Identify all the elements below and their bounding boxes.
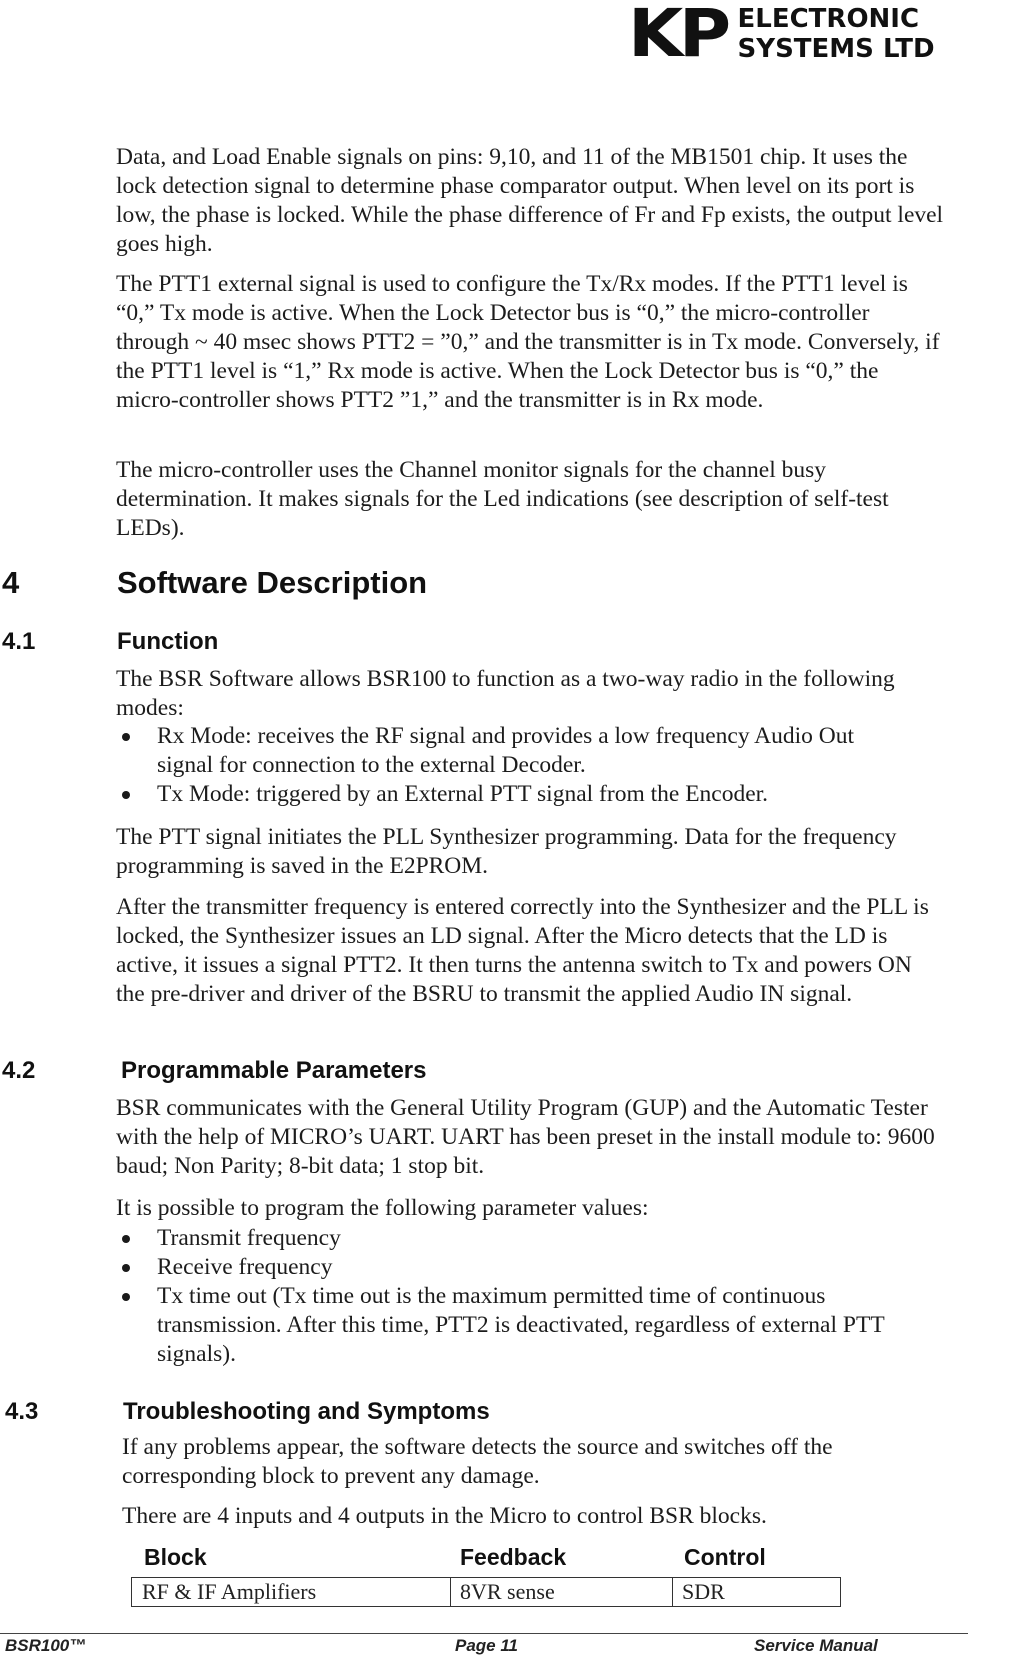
bullet-icon [122,733,130,741]
paragraph-troubleshooting: If any problems appear, the software detects the source and switches off the corresponding block to prevent any damage. [122,1434,833,1489]
logo-line-1: ELECTRONIC [737,4,920,34]
footer-manual-title: Service Manual [754,1636,878,1655]
footer-product: BSR100™ [5,1636,87,1655]
column-header-feedback: Feedback [460,1544,567,1570]
bullet-icon [122,791,130,799]
footer-page-number: Page 11 [455,1636,519,1655]
paragraph-inputs-outputs: There are 4 inputs and 4 outputs in the Micro to control BSR blocks. [122,1503,767,1529]
section-4-3-number: 4.3 [5,1398,39,1425]
table-cell: SDR [682,1579,725,1604]
paragraph-channel-monitor: The micro-controller uses the Channel monitor signals for the channel busy determination. It makes signals for the Led indications (see description of self-test LEDs). [116,457,889,541]
paragraph-ptt-signal: The PTT signal initiates the PLL Synthesizer programming. Data for the frequency programming is saved in the E2PROM. [116,824,897,879]
parameter-list [117,1224,937,1369]
section-4-1-number: 4.1 [2,628,36,655]
section-4-title: Software Description [117,565,428,600]
logo-line-2: SYSTEMS LTD [737,34,935,64]
footer-divider [0,1633,968,1634]
list-item: Tx Mode: triggered by an External PTT signal from the Encoder. [117,780,897,809]
list-item: Rx Mode: receives the RF signal and provides a low frequency Audio Out signal for connection to the external Decoder. [117,722,897,780]
bullet-icon [122,1235,130,1243]
company-logo [628,0,935,72]
section-4-3-title: Troubleshooting and Symptoms [123,1398,490,1425]
paragraph-mb1501: Data, and Load Enable signals on pins: 9,10, and 11 of the MB1501 chip. It uses the lock detection signal to determine phase comparator output. When level on its port is low, the phase is locked. While the phase difference of Fr and Fp exists, the output level goes high. [116,144,944,257]
bullet-icon [122,1293,130,1301]
paragraph-program-values: It is possible to program the following parameter values: [116,1195,649,1221]
paragraph-uart: BSR communicates with the General Utility Program (GUP) and the Automatic Tester with the help of MICRO’s UART. UART has been preset in the install module to: 9600 baud; Non Parity; 8-bit data; 1 stop bit. [116,1095,935,1179]
column-header-block: Block [144,1544,207,1570]
paragraph-transmitter: After the transmitter frequency is entered correctly into the Synthesizer and the PLL is locked, the Synthesizer issues an LD signal. After the Micro detects that the LD is active, it issues a signal PTT2. It then turns the antenna switch to Tx and powers ON the pre-driver and driver of the BSRU to transmit the applied Audio IN signal. [116,894,929,1007]
section-4-number: 4 [2,565,20,600]
section-4-2-number: 4.2 [2,1057,36,1084]
table-cell: 8VR sense [460,1579,555,1604]
bullet-icon [122,1264,130,1272]
function-mode-list [117,722,897,809]
table-header [131,1544,841,1574]
logo-text [738,4,935,64]
table-row [131,1577,841,1607]
logo-mark: KP [628,0,727,72]
paragraph-function-intro: The BSR Software allows BSR100 to function as a two-way radio in the following modes: [116,666,895,721]
list-item: Tx time out (Tx time out is the maximum permitted time of continuous transmission. After this time, PTT2 is deactivated, regardless of external PTT signals). [117,1282,937,1369]
section-4-1-title: Function [117,628,219,655]
paragraph-ptt1: The PTT1 external signal is used to configure the Tx/Rx modes. If the PTT1 level is “0,” Tx mode is active. When the Lock Detector bus is “0,” the micro-controller through ~ 40 msec shows PTT2 = ”0,” and the transmitter is in Tx mode. Conversely, if the PTT1 level is “1,” Rx mode is active. When the Lock Detector bus is “0,” the micro-controller shows PTT2 ”1,” and the transmitter is in Rx mode. [116,271,940,413]
column-header-control: Control [684,1544,766,1570]
table-cell: RF & IF Amplifiers [142,1579,317,1604]
list-item: Receive frequency [117,1253,937,1282]
section-4-2-title: Programmable Parameters [121,1057,427,1084]
list-item: Transmit frequency [117,1224,937,1253]
